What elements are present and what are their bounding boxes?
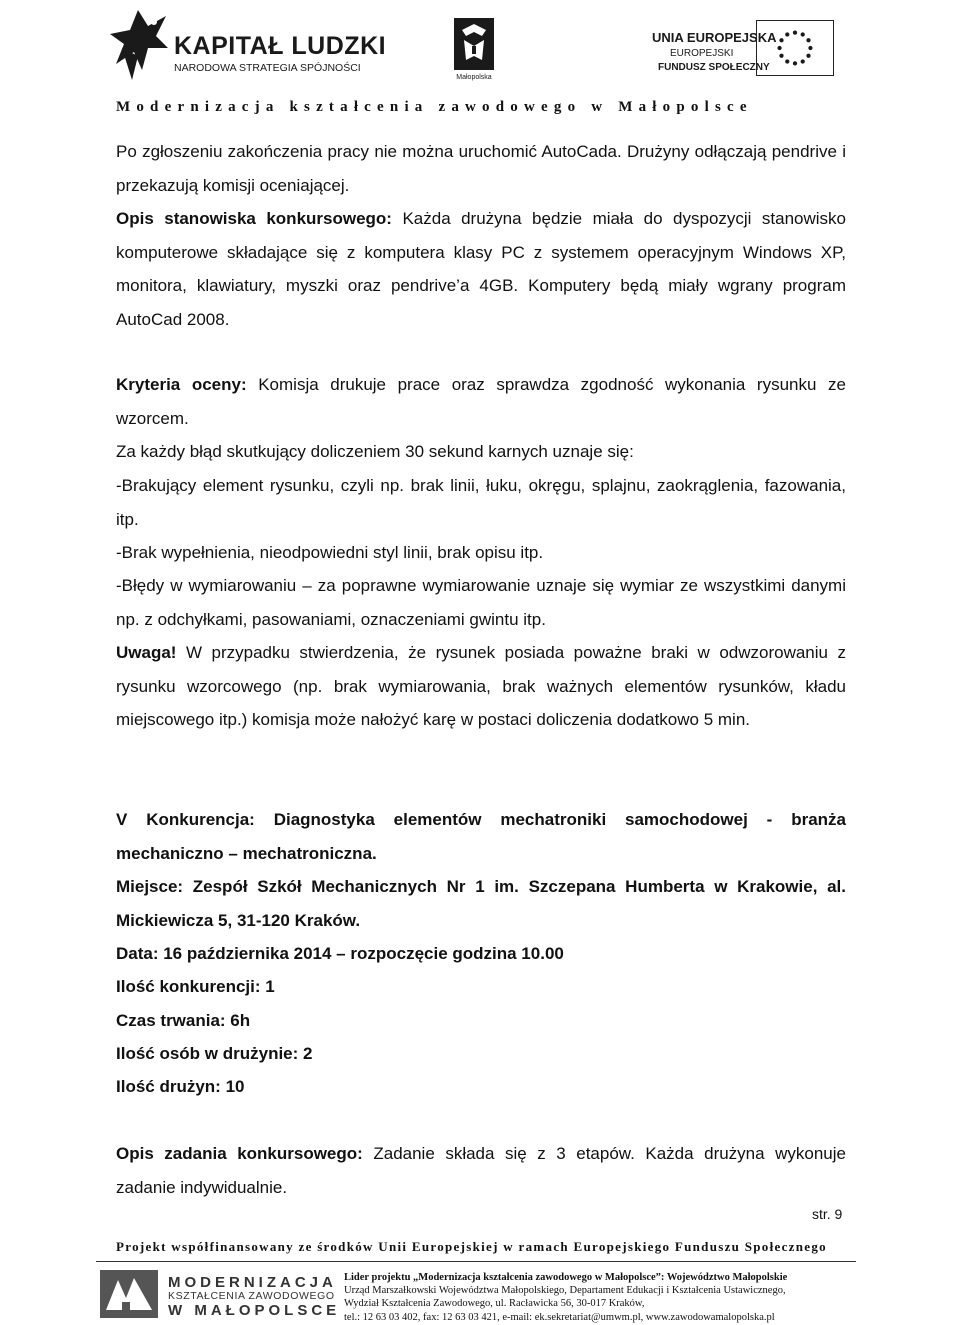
footer-divider <box>96 1261 856 1262</box>
eu-subtitle-1: EUROPEJSKI <box>670 48 734 59</box>
competition-duration: Czas trwania: 6h <box>116 1011 251 1030</box>
modernizacja-line2: KSZTAŁCENIA ZAWODOWEGO <box>168 1290 335 1302</box>
task-text: Zadanie składa się z 3 etapów. Każda drużyna wykonuje zadanie indywidualnie. <box>116 1144 846 1197</box>
paragraph-task <box>116 1137 846 1204</box>
modernizacja-line3: W MAŁOPOLSCE <box>168 1302 341 1319</box>
kapital-ludzki-logo <box>108 8 387 88</box>
modernizacja-line1: MODERNIZACJA <box>168 1274 337 1291</box>
workstation-label: Opis stanowiska konkursowego: <box>116 209 392 228</box>
competition-place: Miejsce: Zespół Szkół Mechanicznych Nr 1 im. Szczepana Humberta w Krakowie, al. Mickiewicza 5, 31-120 Kraków. <box>116 877 846 930</box>
warning-label: Uwaga! <box>116 643 177 662</box>
kapital-ludzki-subtitle: NARODOWA STRATEGIA SPÓJNOŚCI <box>174 62 361 74</box>
malopolska-label: Małopolska <box>456 74 492 81</box>
footer-contact-info <box>344 1271 944 1324</box>
page-number: str. 9 <box>812 1206 843 1222</box>
eu-subtitle-2: FUNDUSZ SPOŁECZNY <box>658 62 770 73</box>
footer-info-office: Urząd Marszałkowski Województwa Małopolskiego, Departament Edukacji i Kształcenia Ustawicznego, <box>344 1285 786 1297</box>
paragraph-penalty-intro: Za każdy błąd skutkujący doliczeniem 30 sekund karnych uznaje się: <box>116 442 634 461</box>
competition-count: Ilość konkurencji: 1 <box>116 977 275 996</box>
eu-title: UNIA EUROPEJSKA <box>652 30 777 45</box>
footer-motto: Projekt współfinansowany ze środków Unii Europejskiej w ramach Europejskiego Funduszu Społecznego <box>116 1239 827 1254</box>
task-label: Opis zadania konkursowego: <box>116 1144 363 1163</box>
paragraph-criteria <box>116 368 846 435</box>
competition-team-size: Ilość osób w drużynie: 2 <box>116 1044 313 1063</box>
footer-info-address: Wydział Kształcenia Zawodowego, ul. Racławicka 56, 30-017 Kraków, <box>344 1298 645 1310</box>
modernizacja-emblem-icon <box>98 1268 160 1320</box>
paragraph-workstation <box>116 202 846 336</box>
kapital-ludzki-title: KAPITAŁ LUDZKI <box>174 32 387 60</box>
paragraph-penalty-dimensions: -Błędy w wymiarowaniu – za poprawne wymiarowanie uznaje się wymiar ze wszystkimi danymi np. z odchyłkami, pasowaniami, oznaczeniami gwintu itp. <box>116 576 846 629</box>
competition-teams: Ilość drużyn: 10 <box>116 1077 245 1096</box>
paragraph-penalty-missing: -Brakujący element rysunku, czyli np. brak linii, łuku, okręgu, splajnu, zaokrąglenia, fazowania, itp. <box>116 476 846 529</box>
footer-info-leader: Lider projektu „Modernizacja kształcenia zawodowego w Małopolsce”: Województwo Małopolskie <box>344 1272 788 1283</box>
warning-text: W przypadku stwierdzenia, że rysunek posiada poważne braki w odwzorowaniu z rysunku wzorcowego (np. brak wymiarowania, brak ważnych elementów rysunków, kładu miejscowego itp.) komisja może nałożyć karę w postaci doliczenia dodatkowo 5 min. <box>116 643 846 729</box>
header-motto: Modernizacja kształcenia zawodowego w Małopolsce <box>116 99 753 115</box>
section-title: V Konkurencja: Diagnostyka elementów mechatroniki samochodowej - branża mechaniczno – mechatroniczna. <box>116 810 846 863</box>
modernizacja-logo <box>98 1266 341 1322</box>
eu-flag-icon <box>756 20 834 76</box>
kapital-ludzki-star-icon <box>108 8 170 82</box>
criteria-text: Komisja drukuje prace oraz sprawdza zgodność wykonania rysunku ze wzorcem. <box>116 375 846 428</box>
competition-date: Data: 16 października 2014 – rozpoczęcie godzina 10.00 <box>116 944 564 963</box>
workstation-text: Każda drużyna będzie miała do dyspozycji stanowisko komputerowe składające się z komputera klasy PC z systemem operacyjnym Windows XP, monitora, klawiatury, myszki oraz pendrive’a 4GB. Komputery będą miały wgrany program AutoCad 2008. <box>116 209 846 329</box>
paragraph-warning <box>116 636 846 737</box>
criteria-label: Kryteria oceny: <box>116 375 247 394</box>
malopolska-logo <box>446 16 502 86</box>
eu-logo <box>652 14 837 84</box>
paragraph-penalty-fill: -Brak wypełnienia, nieodpowiedni styl linii, brak opisu itp. <box>116 543 544 562</box>
footer-info-contact: tel.: 12 63 03 402, fax: 12 63 03 421, e-mail: ek.sekretariat@umwm.pl, www.zawodowamalopolska.pl <box>344 1311 775 1323</box>
paragraph-submission: Po zgłoszeniu zakończenia pracy nie można uruchomić AutoCada. Drużyny odłączają pendrive i przekazują komisji oceniającej. <box>116 142 846 195</box>
malopolska-emblem-icon <box>452 16 496 72</box>
